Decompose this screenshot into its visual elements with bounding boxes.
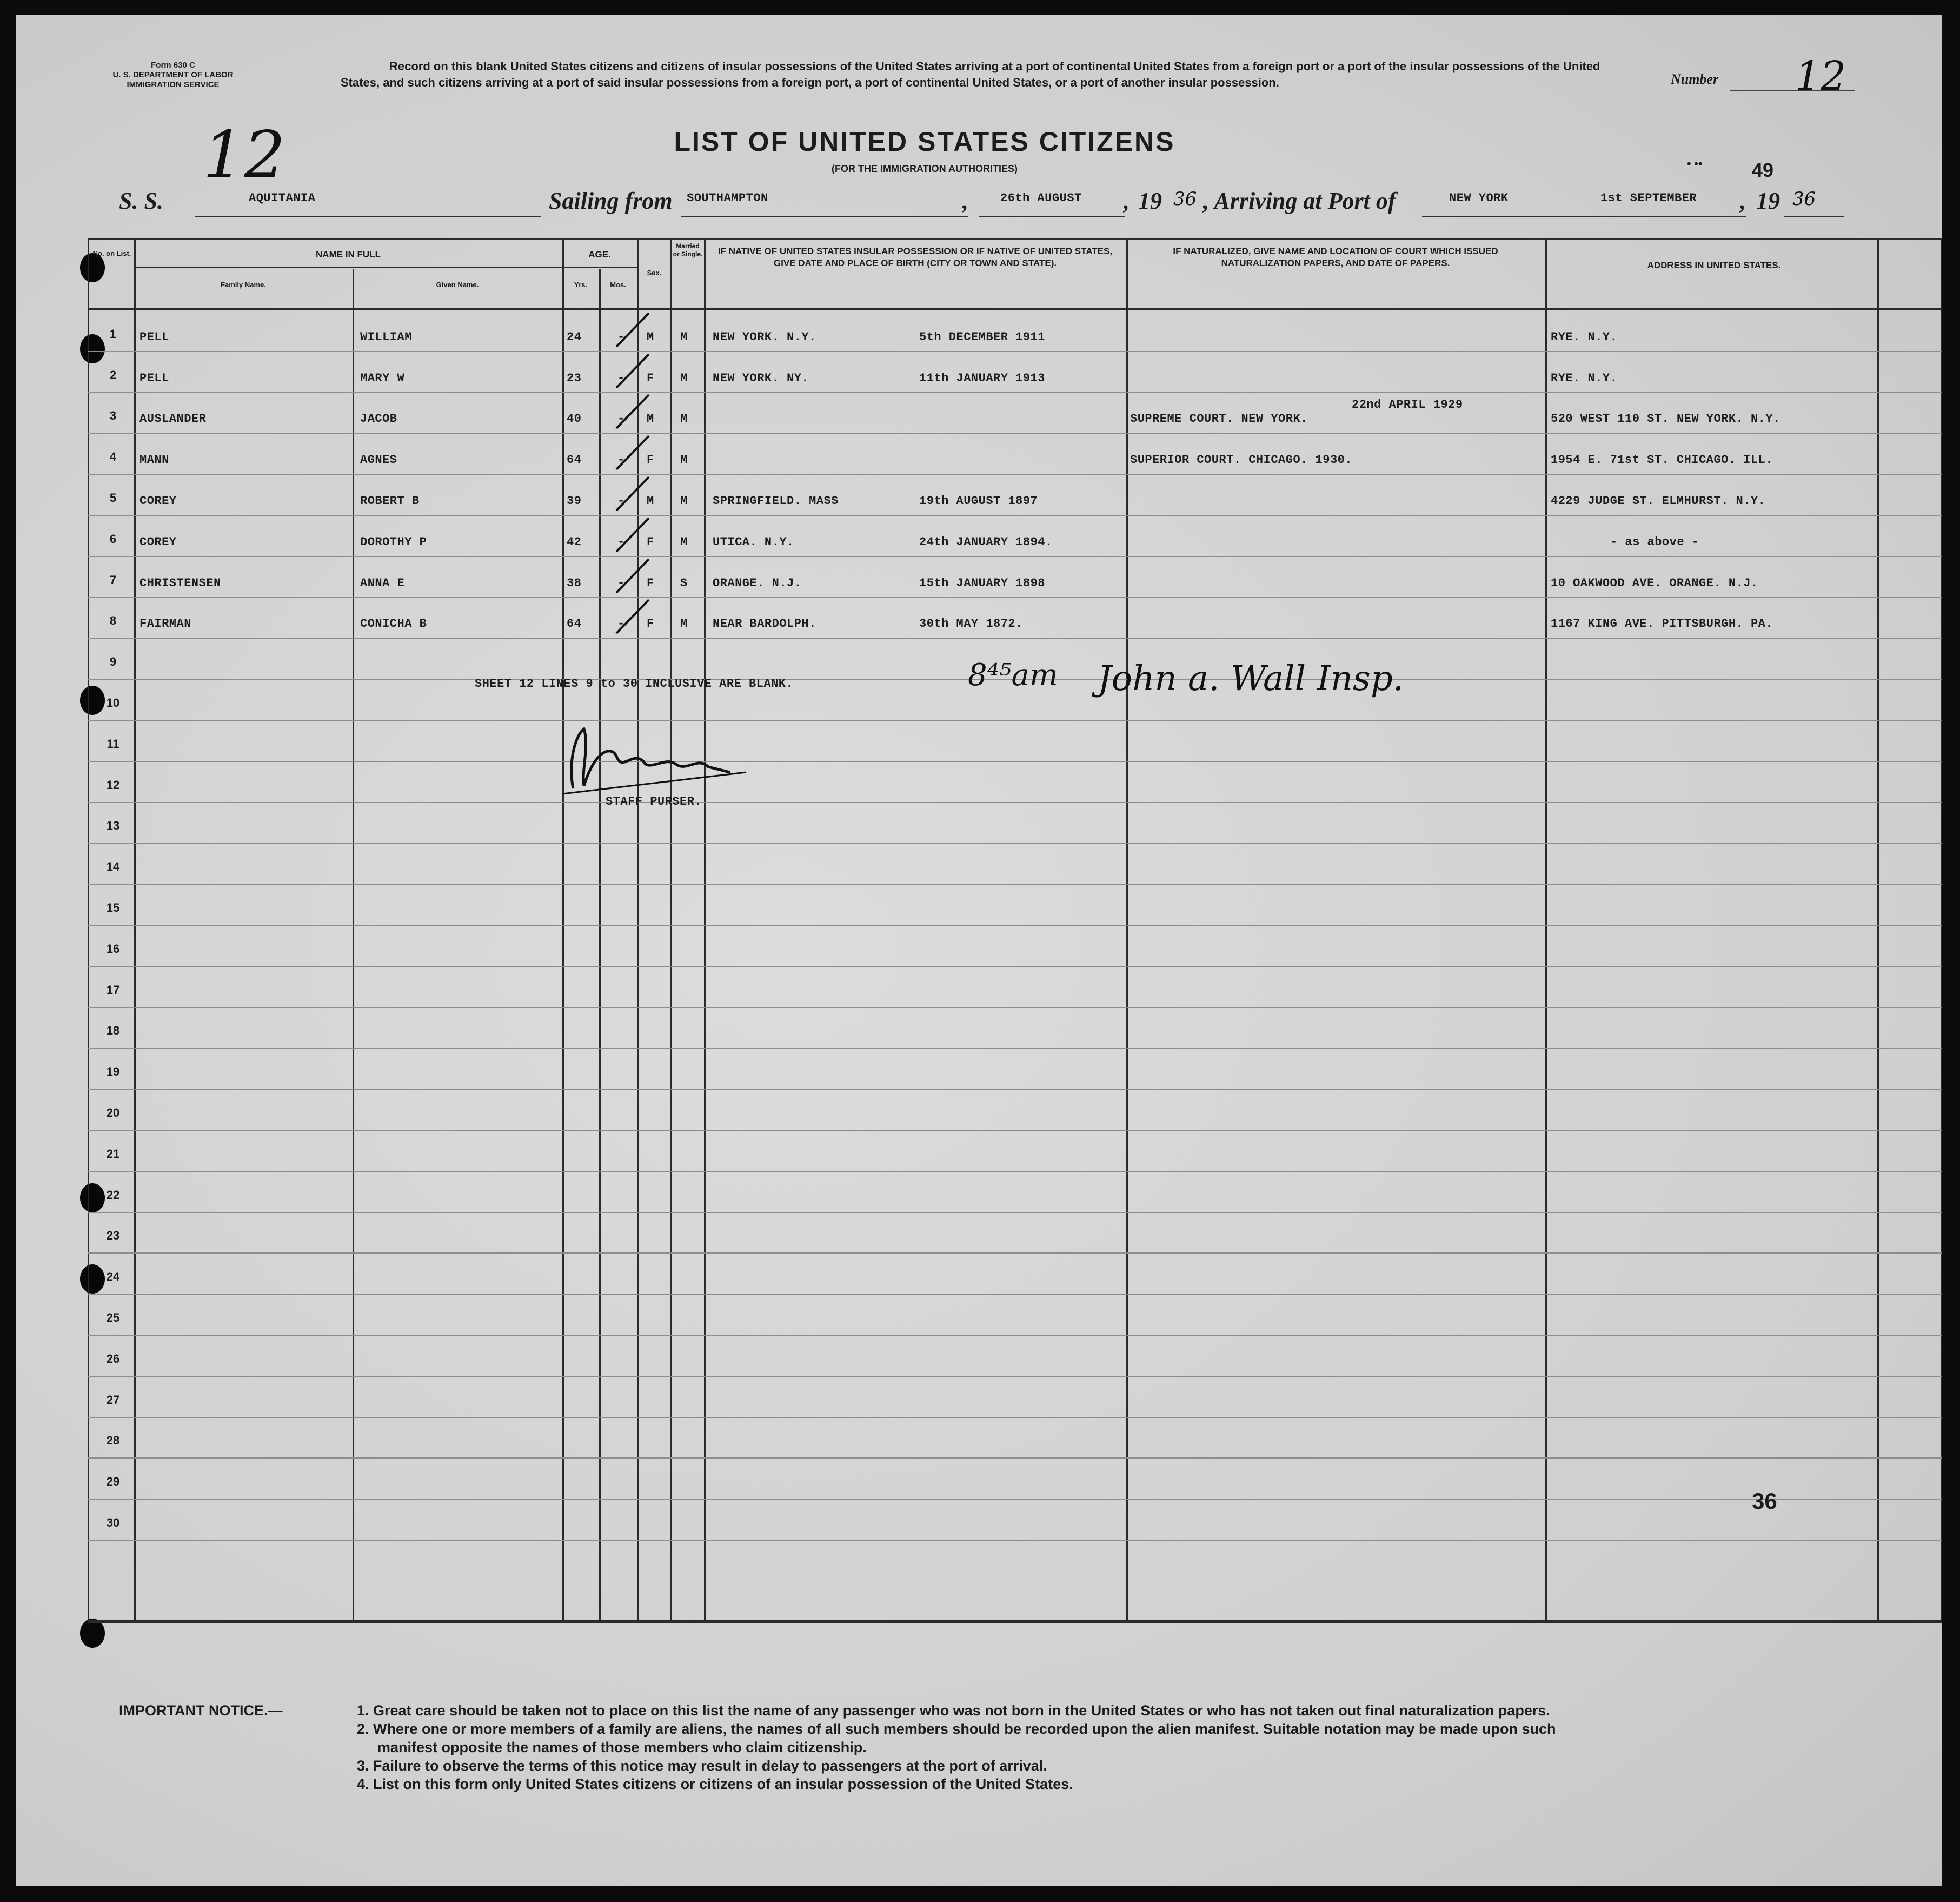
age-months: - [617, 412, 625, 426]
row-number: 30 [106, 1516, 120, 1529]
row-number: 18 [106, 1024, 120, 1037]
sex: F [647, 372, 654, 385]
from-port-underline [681, 216, 968, 217]
arrive-year-underline [1784, 216, 1844, 217]
arrive-date: 1st SEPTEMBER [1600, 191, 1697, 205]
row-number: 22 [106, 1188, 120, 1202]
row-rule [88, 1335, 1942, 1336]
family-name: PELL [139, 330, 169, 344]
row-rule [88, 556, 1942, 557]
row-number: 21 [106, 1147, 120, 1161]
blank-lines-note: SHEET 12 LINES 9 to 30 INCLUSIVE ARE BLANK. [475, 677, 794, 691]
stamp-marks: • •• [1687, 157, 1703, 170]
us-address: 1954 E. 71st ST. CHICAGO. ILL. [1551, 453, 1773, 467]
row-number: 17 [106, 983, 120, 997]
row-number: 27 [106, 1393, 120, 1407]
age-months: - [617, 494, 625, 508]
row-rule [88, 925, 1942, 926]
sex: F [647, 535, 654, 549]
row-rule [88, 1540, 1942, 1541]
marital-status: S [680, 576, 688, 590]
row-number: 10 [106, 696, 120, 710]
marital-status: M [680, 453, 688, 467]
row-number: 15 [106, 901, 120, 914]
row-number: 13 [106, 819, 120, 832]
row-number: 1 [109, 327, 117, 341]
row-rule [88, 1417, 1942, 1418]
header-sex: Sex. [647, 269, 662, 277]
arrive-year-prefix: 19 [1756, 188, 1780, 214]
row-rule [88, 1499, 1942, 1500]
preamble-text: Record on this blank United States citizens and citizens of insular possessions of the United States arriving at a port of continental United States from a foreign port or a port of the insular possessions of the United States, and such citizens arriving at a port of said insular possessions from a foreign port, a port of continental United States, or a port of another insular possession. [341, 59, 1600, 89]
row-rule [88, 1007, 1942, 1008]
age-years: 64 [567, 617, 582, 631]
row-rule [88, 515, 1942, 516]
sailing-label: Sailing from [549, 188, 673, 214]
ship-name: AQUITANIA [249, 191, 316, 205]
row-number: 6 [109, 532, 117, 546]
us-address: 4229 JUDGE ST. ELMHURST. N.Y. [1551, 494, 1766, 508]
marital-status: M [680, 412, 688, 426]
birth-place: NEAR BARDOLPH. [713, 617, 816, 631]
sail-year: 36 [1173, 188, 1197, 210]
sail-date: 26th AUGUST [1000, 191, 1082, 205]
row-number: 4 [109, 450, 117, 463]
row-number: 26 [106, 1352, 120, 1366]
row-rule [88, 474, 1942, 475]
given-name: AGNES [360, 453, 397, 467]
comma: , [962, 188, 968, 214]
notice-item-1: 1. Great care should be taken not to place on this list the name of any passenger who was not born in the United States or who has not taken out final naturalization papers. [357, 1702, 1550, 1719]
age-months: - [617, 330, 625, 344]
row-rule [88, 392, 1942, 393]
row-rule [88, 433, 1942, 434]
age-years: 42 [567, 535, 582, 549]
us-address: - as above - [1610, 535, 1699, 549]
family-name: AUSLANDER [139, 412, 207, 426]
notice-line-1 [119, 1701, 1914, 1720]
row-rule [88, 843, 1942, 844]
given-name: MARY W [360, 372, 405, 385]
row-rule [88, 802, 1942, 803]
important-notice [119, 1701, 1914, 1793]
row-number: 16 [106, 942, 120, 956]
marital-status: M [680, 330, 688, 344]
check-mark [611, 350, 654, 393]
notice-item-4: 4. List on this form only United States citizens or citizens of an insular possession of the United States. [357, 1776, 1073, 1792]
birth-date: 19th AUGUST 1897 [919, 494, 1038, 508]
form-meta [81, 61, 265, 90]
row-rule [88, 966, 1942, 967]
marital-status: M [680, 617, 688, 631]
purser-signature [552, 713, 757, 799]
birth-place: NEW YORK. N.Y. [713, 330, 816, 344]
row-number: 9 [109, 655, 117, 668]
row-rule [88, 1252, 1942, 1254]
inspector-signature: John a. Wall Insp. [1098, 659, 1404, 699]
col-line [599, 269, 601, 1621]
page-subtitle: (FOR THE IMMIGRATION AUTHORITIES) [832, 163, 1018, 174]
row-number: 19 [106, 1065, 120, 1078]
age-years: 39 [567, 494, 582, 508]
row-number: 23 [106, 1229, 120, 1242]
row-number: 24 [106, 1270, 120, 1283]
sex: M [647, 330, 654, 344]
row-rule [88, 351, 1942, 352]
birth-date: 15th JANUARY 1898 [919, 576, 1045, 590]
row-rule [88, 597, 1942, 598]
family-name: FAIRMAN [139, 617, 191, 631]
notice-item-3: 3. Failure to observe the terms of this notice may result in delay to passengers at the port of arrival. [357, 1758, 1047, 1774]
ss-label: S. S. [119, 188, 163, 214]
us-address: 1167 KING AVE. PITTSBURGH. PA. [1551, 617, 1773, 631]
manifest-sheet [16, 15, 1942, 1886]
row-rule [88, 761, 1942, 762]
header-naturalized: IF NATURALIZED, GIVE NAME AND LOCATION OF COURT WHICH ISSUED NATURALIZATION PAPERS, AND DATE OF PAPERS. [1173, 246, 1498, 268]
col-line [1941, 240, 1942, 1621]
row-number: 3 [109, 409, 117, 422]
naturalization-court: SUPERIOR COURT. CHICAGO. 1930. [1130, 453, 1353, 467]
row-number: 8 [109, 614, 117, 627]
us-address: 10 OAKWOOD AVE. ORANGE. N.J. [1551, 576, 1758, 590]
birth-place: ORANGE. N.J. [713, 576, 802, 590]
given-name: WILLIAM [360, 330, 412, 344]
number-label: Number [1671, 71, 1719, 87]
given-name: CONICHA B [360, 617, 427, 631]
header-married: Married or Single. [673, 242, 703, 258]
header-name-in-full: NAME IN FULL [316, 249, 381, 260]
form-number: Form 630 C [151, 61, 195, 70]
header-age: AGE. [588, 249, 611, 260]
naturalization-date: 22nd APRIL 1929 [1352, 398, 1463, 412]
row-number: 11 [107, 737, 119, 751]
age-months: - [617, 535, 625, 549]
check-mark [611, 390, 654, 434]
row-number: 2 [109, 368, 117, 382]
row-number: 14 [106, 860, 120, 873]
age-years: 64 [567, 453, 582, 467]
row-number: 25 [106, 1311, 120, 1324]
stamp-number: 49 [1752, 159, 1774, 181]
sail-year-prefix: 19 [1138, 188, 1162, 214]
sex: M [647, 412, 654, 426]
check-mark [611, 555, 654, 598]
given-name: ANNA E [360, 576, 405, 590]
birth-place: UTICA. N.Y. [713, 535, 794, 549]
family-name: PELL [139, 372, 169, 385]
form-department: U. S. DEPARTMENT OF LABOR [112, 70, 234, 79]
check-mark [611, 432, 654, 475]
row-number: 20 [106, 1106, 120, 1119]
check-mark [611, 514, 654, 557]
inspection-time: 8⁴⁵am [968, 658, 1059, 693]
row-rule [88, 1171, 1942, 1172]
row-rule [88, 1376, 1942, 1377]
row-rule [88, 1089, 1942, 1090]
marital-status: M [680, 372, 688, 385]
tally-number: 36 [1752, 1488, 1777, 1514]
given-name: DOROTHY P [360, 535, 427, 549]
header-birth: IF NATIVE OF UNITED STATES INSULAR POSSESSION OR IF NATIVE OF UNITED STATES, GIVE DATE AND PLACE OF BIRTH (CITY OR TOWN AND STATE). [717, 246, 1113, 268]
header-no-on-list: No. on List. [92, 249, 131, 257]
row-rule [88, 1130, 1942, 1131]
ship-underline [195, 216, 541, 217]
us-address: RYE. N.Y. [1551, 372, 1618, 385]
row-number: 28 [106, 1434, 120, 1447]
sex: F [647, 453, 654, 467]
family-name: COREY [139, 535, 177, 549]
age-years: 38 [567, 576, 582, 590]
col-line [353, 269, 354, 1621]
staff-purser-title: STAFF PURSER. [606, 795, 702, 808]
row-rule [88, 884, 1942, 885]
punch-hole [80, 1619, 105, 1648]
col-line [704, 240, 706, 1621]
header-bottom-border [88, 308, 1942, 310]
age-months: - [617, 576, 625, 590]
to-port: NEW YORK [1449, 191, 1509, 205]
from-port: SOUTHAMPTON [687, 191, 768, 205]
row-rule [88, 720, 1942, 721]
row-number: 7 [109, 573, 117, 587]
check-mark [611, 309, 654, 352]
check-mark [611, 473, 654, 516]
col-line [1877, 240, 1879, 1621]
birth-date: 30th MAY 1872. [919, 617, 1023, 631]
age-years: 23 [567, 372, 582, 385]
age-years: 24 [567, 330, 582, 344]
col-line [134, 240, 136, 1621]
col-line [562, 240, 564, 1621]
header-address: ADDRESS IN UNITED STATES. [1647, 260, 1781, 270]
family-name: MANN [139, 453, 169, 467]
header-mos: Mos. [610, 281, 626, 289]
row-rule [88, 638, 1942, 639]
marital-status: M [680, 535, 688, 549]
us-address: 520 WEST 110 ST. NEW YORK. N.Y. [1551, 412, 1780, 426]
row-number: 29 [106, 1475, 120, 1488]
notice-item-2-cont: manifest opposite the names of those members who claim citizenship. [377, 1739, 867, 1755]
handwritten-sheet-mark: 12 [203, 118, 285, 193]
us-address: RYE. N.Y. [1551, 330, 1618, 344]
given-name: JACOB [360, 412, 397, 426]
col-line [88, 240, 89, 1621]
col-line [670, 240, 672, 1621]
arrive-date-underline [1584, 216, 1736, 217]
sex: F [647, 576, 654, 590]
family-name: CHRISTENSEN [139, 576, 221, 590]
marital-status: M [680, 494, 688, 508]
check-mark [611, 595, 654, 639]
age-months: - [617, 617, 625, 631]
header-given-name: Given Name. [436, 281, 479, 289]
row-rule [88, 1212, 1942, 1213]
birth-place: NEW YORK. NY. [713, 372, 809, 385]
number-value: 12 [1795, 53, 1846, 100]
table-bottom-border [88, 1620, 1942, 1623]
col-line [1545, 240, 1547, 1621]
birth-date: 24th JANUARY 1894. [919, 535, 1053, 549]
arriving-label: , Arriving at Port of [1203, 188, 1396, 214]
row-rule [88, 1294, 1942, 1295]
comma: , [1740, 188, 1746, 214]
age-years: 40 [567, 412, 582, 426]
row-number: 12 [106, 778, 120, 792]
row-rule [88, 1048, 1942, 1049]
sex: F [647, 617, 654, 631]
age-months: - [617, 453, 625, 467]
page-title: LIST OF UNITED STATES CITIZENS [674, 127, 1175, 157]
sex: M [647, 494, 654, 508]
row-number: 5 [109, 491, 117, 505]
row-rule [88, 1457, 1942, 1459]
naturalization-court: SUPREME COURT. NEW YORK. [1130, 412, 1308, 426]
family-name: COREY [139, 494, 177, 508]
sail-date-underline [979, 216, 1125, 217]
arrive-year: 36 [1792, 188, 1816, 210]
age-months: - [617, 372, 625, 385]
birth-place: SPRINGFIELD. MASS [713, 494, 839, 508]
notice-heading: IMPORTANT NOTICE.— [119, 1702, 283, 1719]
form-service: IMMIGRATION SERVICE [127, 80, 220, 89]
arriving-label-text: Arriving at Port of [1214, 188, 1396, 214]
given-name: ROBERT B [360, 494, 420, 508]
header-yrs: Yrs. [574, 281, 588, 289]
birth-date: 5th DECEMBER 1911 [919, 330, 1045, 344]
table-top-border [88, 238, 1942, 240]
header-subdivider [134, 267, 637, 268]
notice-item-2: 2. Where one or more members of a family are aliens, the names of all such members should be recorded upon the alien manifest. Suitable notation may be made upon such [357, 1721, 1556, 1737]
comma: , [1124, 188, 1130, 214]
birth-date: 11th JANUARY 1913 [919, 372, 1045, 385]
header-family-name: Family Name. [221, 281, 266, 289]
col-line [1126, 240, 1128, 1621]
